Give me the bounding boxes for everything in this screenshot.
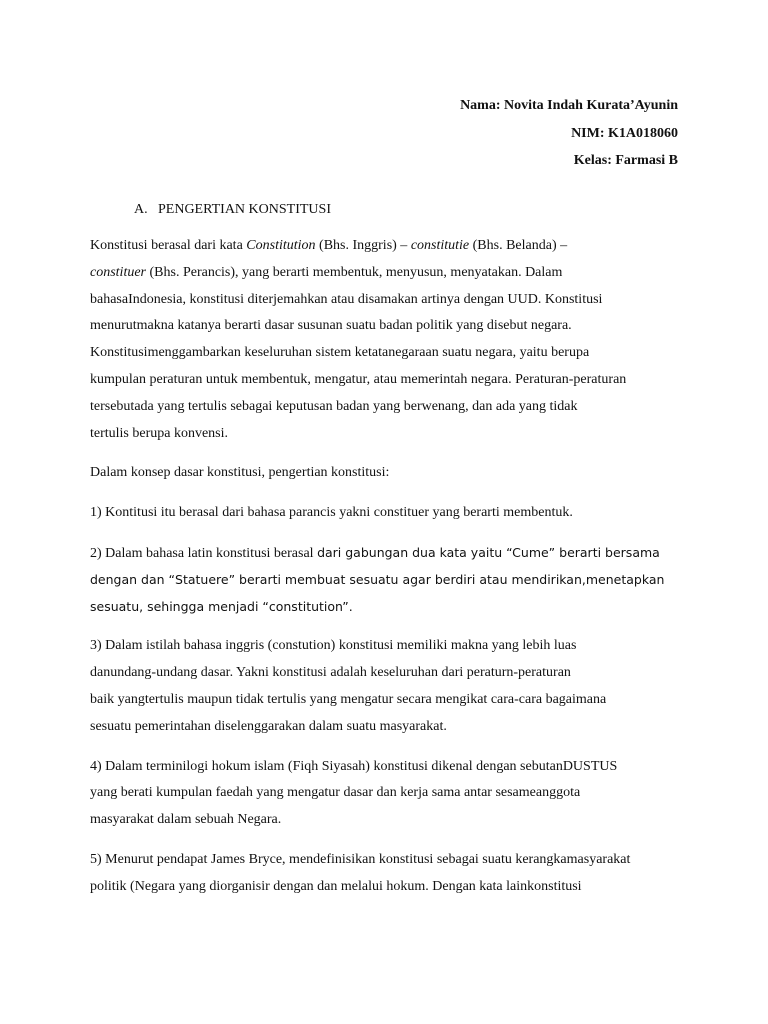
text-line: menurutmakna katanya berarti dasar susunan suatu badan politik yang disebut negara. bbox=[90, 318, 572, 334]
text-line: 1) Kontitusi itu berasal dari bahasa parancis yakni constituer yang berarti membentuk. bbox=[90, 505, 573, 521]
text-segment: (Bhs. Perancis), yang berarti membentuk, menyusun, menyatakan. Dalam bbox=[146, 264, 563, 280]
italic-term: constituer bbox=[90, 264, 146, 280]
text-line: yang berati kumpulan faedah yang mengatur dasar dan kerja sama antar sesameanggota bbox=[90, 785, 581, 801]
list-item-1 bbox=[90, 500, 690, 527]
text-segment: (Bhs. Belanda) – bbox=[469, 238, 568, 253]
text-line: politik (Negara yang diorganisir dengan dan melalui hokum. Dengan kata lainkonstitusi bbox=[90, 878, 582, 894]
text-line bbox=[90, 233, 690, 260]
document-body bbox=[90, 233, 690, 914]
text-line: baik yangtertulis maupun tidak tertulis yang mengatur secara mengikat cara-cara bagaimana bbox=[90, 691, 607, 707]
list-item-5 bbox=[90, 847, 690, 901]
section-title-text: PENGERTIAN KONSTITUSI bbox=[158, 202, 331, 217]
student-class: Kelas: Farmasi B bbox=[573, 153, 678, 168]
section-heading bbox=[134, 200, 331, 220]
text-segment: dari gabungan dua kata yaitu “Cume” berarti bersama bbox=[317, 544, 660, 560]
italic-term: Constitution bbox=[246, 238, 316, 253]
paragraph-definition bbox=[90, 233, 690, 447]
italic-term: constitutie bbox=[410, 238, 470, 253]
text-line: danundang-undang dasar. Yakni konstitusi adalah keseluruhan dari peraturn-peraturan bbox=[90, 665, 571, 681]
student-name: Nama: Novita Indah Kurata’Ayunin bbox=[460, 98, 678, 113]
text-segment: (Bhs. Inggris) – bbox=[315, 238, 411, 253]
text-line: masyarakat dalam sebuah Negara. bbox=[90, 812, 282, 828]
text-line: kumpulan peraturan untuk membentuk, mengatur, atau memerintah negara. Peraturan-peraturan bbox=[90, 371, 627, 387]
text-line: 3) Dalam istilah bahasa inggris (constution) konstitusi memiliki makna yang lebih luas bbox=[90, 638, 577, 654]
student-info bbox=[460, 92, 678, 175]
text-line: sesuatu, sehingga menjadi “constitution”. bbox=[90, 598, 353, 614]
text-line: Konstitusimenggambarkan keseluruhan sistem ketatanegaraan suatu negara, yaitu berupa bbox=[90, 345, 590, 361]
text-segment: 2) Dalam bahasa latin konstitusi berasal bbox=[90, 545, 318, 561]
text-line: bahasaIndonesia, konstitusi diterjemahkan atau disamakan artinya dengan UUD. Konstitusi bbox=[90, 291, 603, 307]
text-line bbox=[90, 540, 690, 567]
section-number: A. bbox=[134, 202, 148, 217]
list-item-3 bbox=[90, 633, 690, 740]
text-line: tertulis berupa konvensi. bbox=[90, 425, 229, 441]
text-line: Dalam konsep dasar konstitusi, pengertian konstitusi: bbox=[90, 465, 390, 481]
text-line: sesuatu pemerintahan diselenggarakan dalam suatu masyarakat. bbox=[90, 718, 447, 734]
text-line: dengan dan “Statuere” berarti membuat sesuatu agar berdiri atau mendirikan,menetapkan bbox=[90, 571, 665, 587]
text-segment: Konstitusi berasal dari kata bbox=[90, 238, 247, 253]
text-line bbox=[90, 260, 690, 287]
text-line: 4) Dalam terminilogi hokum islam (Fiqh Siyasah) konstitusi dikenal dengan sebutanDUSTUS bbox=[90, 758, 618, 774]
text-line: tersebutada yang tertulis sebagai keputusan badan yang berwenang, dan ada yang tidak bbox=[90, 398, 578, 414]
list-item-2 bbox=[90, 540, 690, 620]
list-item-4 bbox=[90, 754, 690, 834]
text-line: 5) Menurut pendapat James Bryce, mendefinisikan konstitusi sebagai suatu kerangkamasyarakat bbox=[90, 851, 631, 867]
student-nim: NIM: K1A018060 bbox=[571, 125, 678, 141]
paragraph-intro bbox=[90, 460, 690, 487]
